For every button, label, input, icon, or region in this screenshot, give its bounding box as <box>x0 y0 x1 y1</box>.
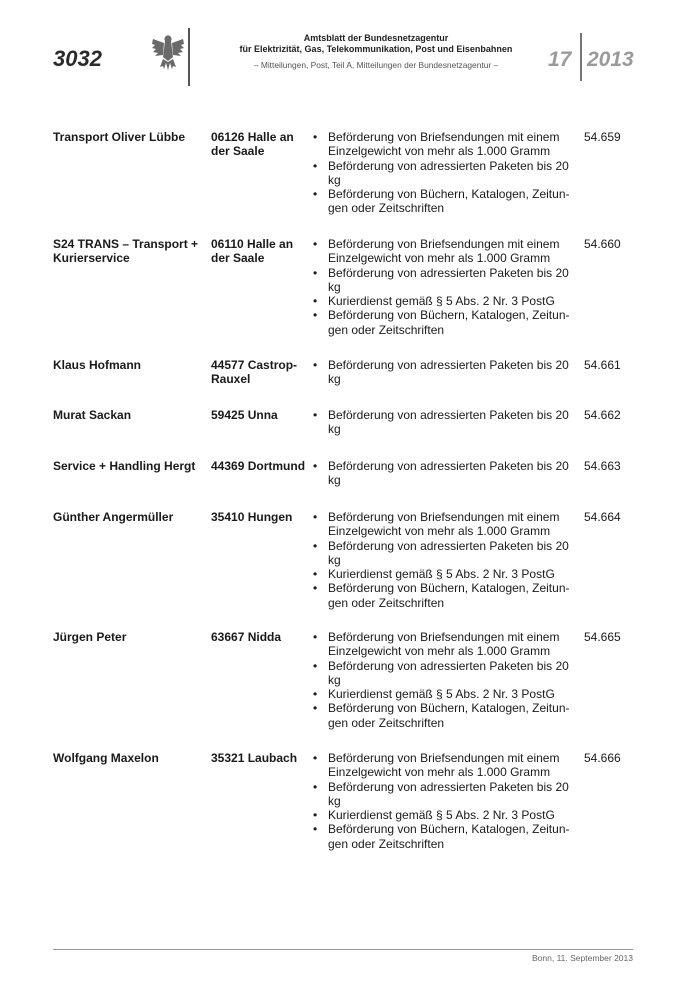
service-item: • Beförderung von Büchern, Katalogen, Zeitungen oder Zeitschriften <box>311 308 575 337</box>
service-item: • Beförderung von adressierten Paketen bis 20 kg <box>311 358 575 387</box>
entry-city: 06126 Halle an der Saale <box>211 130 294 159</box>
service-item: • Beförderung von Briefsendungen mit einem Einzelgewicht von mehr als 1.000 Gramm <box>311 630 575 659</box>
issue-number: 17 <box>548 48 572 71</box>
entry-services <box>311 751 575 851</box>
entry-name: Wolfgang Maxelon <box>53 751 159 765</box>
entry-services <box>311 358 575 387</box>
entry-number: 54.659 <box>584 130 621 144</box>
entry-name: Transport Oliver Lübbe <box>53 130 186 144</box>
entry-row <box>53 751 633 861</box>
entry-name: Murat Sackan <box>53 408 132 422</box>
entry-row <box>53 130 633 237</box>
service-item: • Beförderung von Büchern, Katalogen, Zeitungen oder Zeitschriften <box>311 581 575 610</box>
service-item: • Beförderung von Briefsendungen mit einem Einzelgewicht von mehr als 1.000 Gramm <box>311 751 575 780</box>
entry-city: 35321 Laubach <box>211 751 298 765</box>
service-item: • Beförderung von adressierten Paketen bis 20 kg <box>311 408 575 437</box>
service-item: • Beförderung von adressierten Paketen bis 20 kg <box>311 539 575 568</box>
page-number: 3032 <box>53 46 102 71</box>
publication-title <box>196 33 556 55</box>
service-item: • Beförderung von Briefsendungen mit einem Einzelgewicht von mehr als 1.000 Gramm <box>311 130 575 159</box>
entry-city: 63667 Nidda <box>211 630 282 644</box>
service-item: • Kurierdienst gemäß § 5 Abs. 2 Nr. 3 PostG <box>311 567 575 581</box>
service-item: • Kurierdienst gemäß § 5 Abs. 2 Nr. 3 PostG <box>311 808 575 822</box>
entry-row <box>53 510 633 630</box>
entry-services <box>311 130 575 216</box>
publication-subtitle: – Mitteilungen, Post, Teil A, Mitteilungen der Bundesnetzagentur – <box>253 60 499 70</box>
service-item: • Beförderung von Büchern, Katalogen, Zeitungen oder Zeitschriften <box>311 822 575 851</box>
entry-row <box>53 630 633 751</box>
entry-name: Jürgen Peter <box>53 630 127 644</box>
entry-number: 54.662 <box>584 408 621 422</box>
entry-services <box>311 459 575 488</box>
federal-eagle-icon <box>151 33 185 71</box>
entry-city: 44577 Castrop-Rauxel <box>211 358 298 387</box>
entry-services <box>311 237 575 337</box>
service-item: • Beförderung von Büchern, Katalogen, Zeitungen oder Zeitschriften <box>311 701 575 730</box>
entry-city: 06110 Halle an der Saale <box>211 237 294 266</box>
service-item: • Beförderung von adressierten Paketen bis 20 kg <box>311 266 575 295</box>
entry-list <box>53 130 633 861</box>
header-divider <box>188 28 190 86</box>
entry-number: 54.665 <box>584 630 621 644</box>
entry-city: 44369 Dortmund <box>211 459 306 473</box>
entry-number: 54.663 <box>584 459 621 473</box>
entry-services <box>311 630 575 730</box>
entry-city: 35410 Hungen <box>211 510 293 524</box>
service-item: • Beförderung von adressierten Paketen bis 20 kg <box>311 159 575 188</box>
issue-divider <box>580 33 582 81</box>
entry-number: 54.664 <box>584 510 621 524</box>
service-item: • Beförderung von adressierten Paketen bis 20 kg <box>311 659 575 688</box>
entry-services <box>311 510 575 610</box>
service-item: • Kurierdienst gemäß § 5 Abs. 2 Nr. 3 PostG <box>311 294 575 308</box>
entry-name: S24 TRANS – Transport + Kurierservice <box>53 237 199 266</box>
entry-name: Klaus Hofmann <box>53 358 142 372</box>
entry-row <box>53 408 633 459</box>
service-item: • Beförderung von adressierten Paketen bis 20 kg <box>311 459 575 488</box>
entry-services <box>311 408 575 437</box>
entry-number: 54.661 <box>584 358 621 372</box>
entry-name: Service + Handling Hergt <box>53 459 196 473</box>
entry-row <box>53 237 633 358</box>
footer-date: Bonn, 11. September 2013 <box>532 953 633 963</box>
service-item: • Beförderung von Büchern, Katalogen, Zeitungen oder Zeitschriften <box>311 187 575 216</box>
entry-number: 54.660 <box>584 237 621 251</box>
service-item: • Beförderung von adressierten Paketen bis 20 kg <box>311 780 575 809</box>
service-item: • Beförderung von Briefsendungen mit einem Einzelgewicht von mehr als 1.000 Gramm <box>311 510 575 539</box>
service-item: • Kurierdienst gemäß § 5 Abs. 2 Nr. 3 PostG <box>311 687 575 701</box>
entry-row <box>53 358 633 408</box>
service-item: • Beförderung von Briefsendungen mit einem Einzelgewicht von mehr als 1.000 Gramm <box>311 237 575 266</box>
entry-name: Günther Angermüller <box>53 510 174 524</box>
entry-city: 59425 Unna <box>211 408 278 422</box>
entry-row <box>53 459 633 510</box>
issue-year: 2013 <box>587 48 634 71</box>
footer-divider <box>53 949 633 950</box>
publication-title-line-1: Amtsblatt der Bundesnetzagentur <box>303 33 449 43</box>
publication-title-line-2: für Elektrizität, Gas, Telekommunikation, Post und Eisenbahnen <box>239 44 513 54</box>
entry-number: 54.666 <box>584 751 621 765</box>
